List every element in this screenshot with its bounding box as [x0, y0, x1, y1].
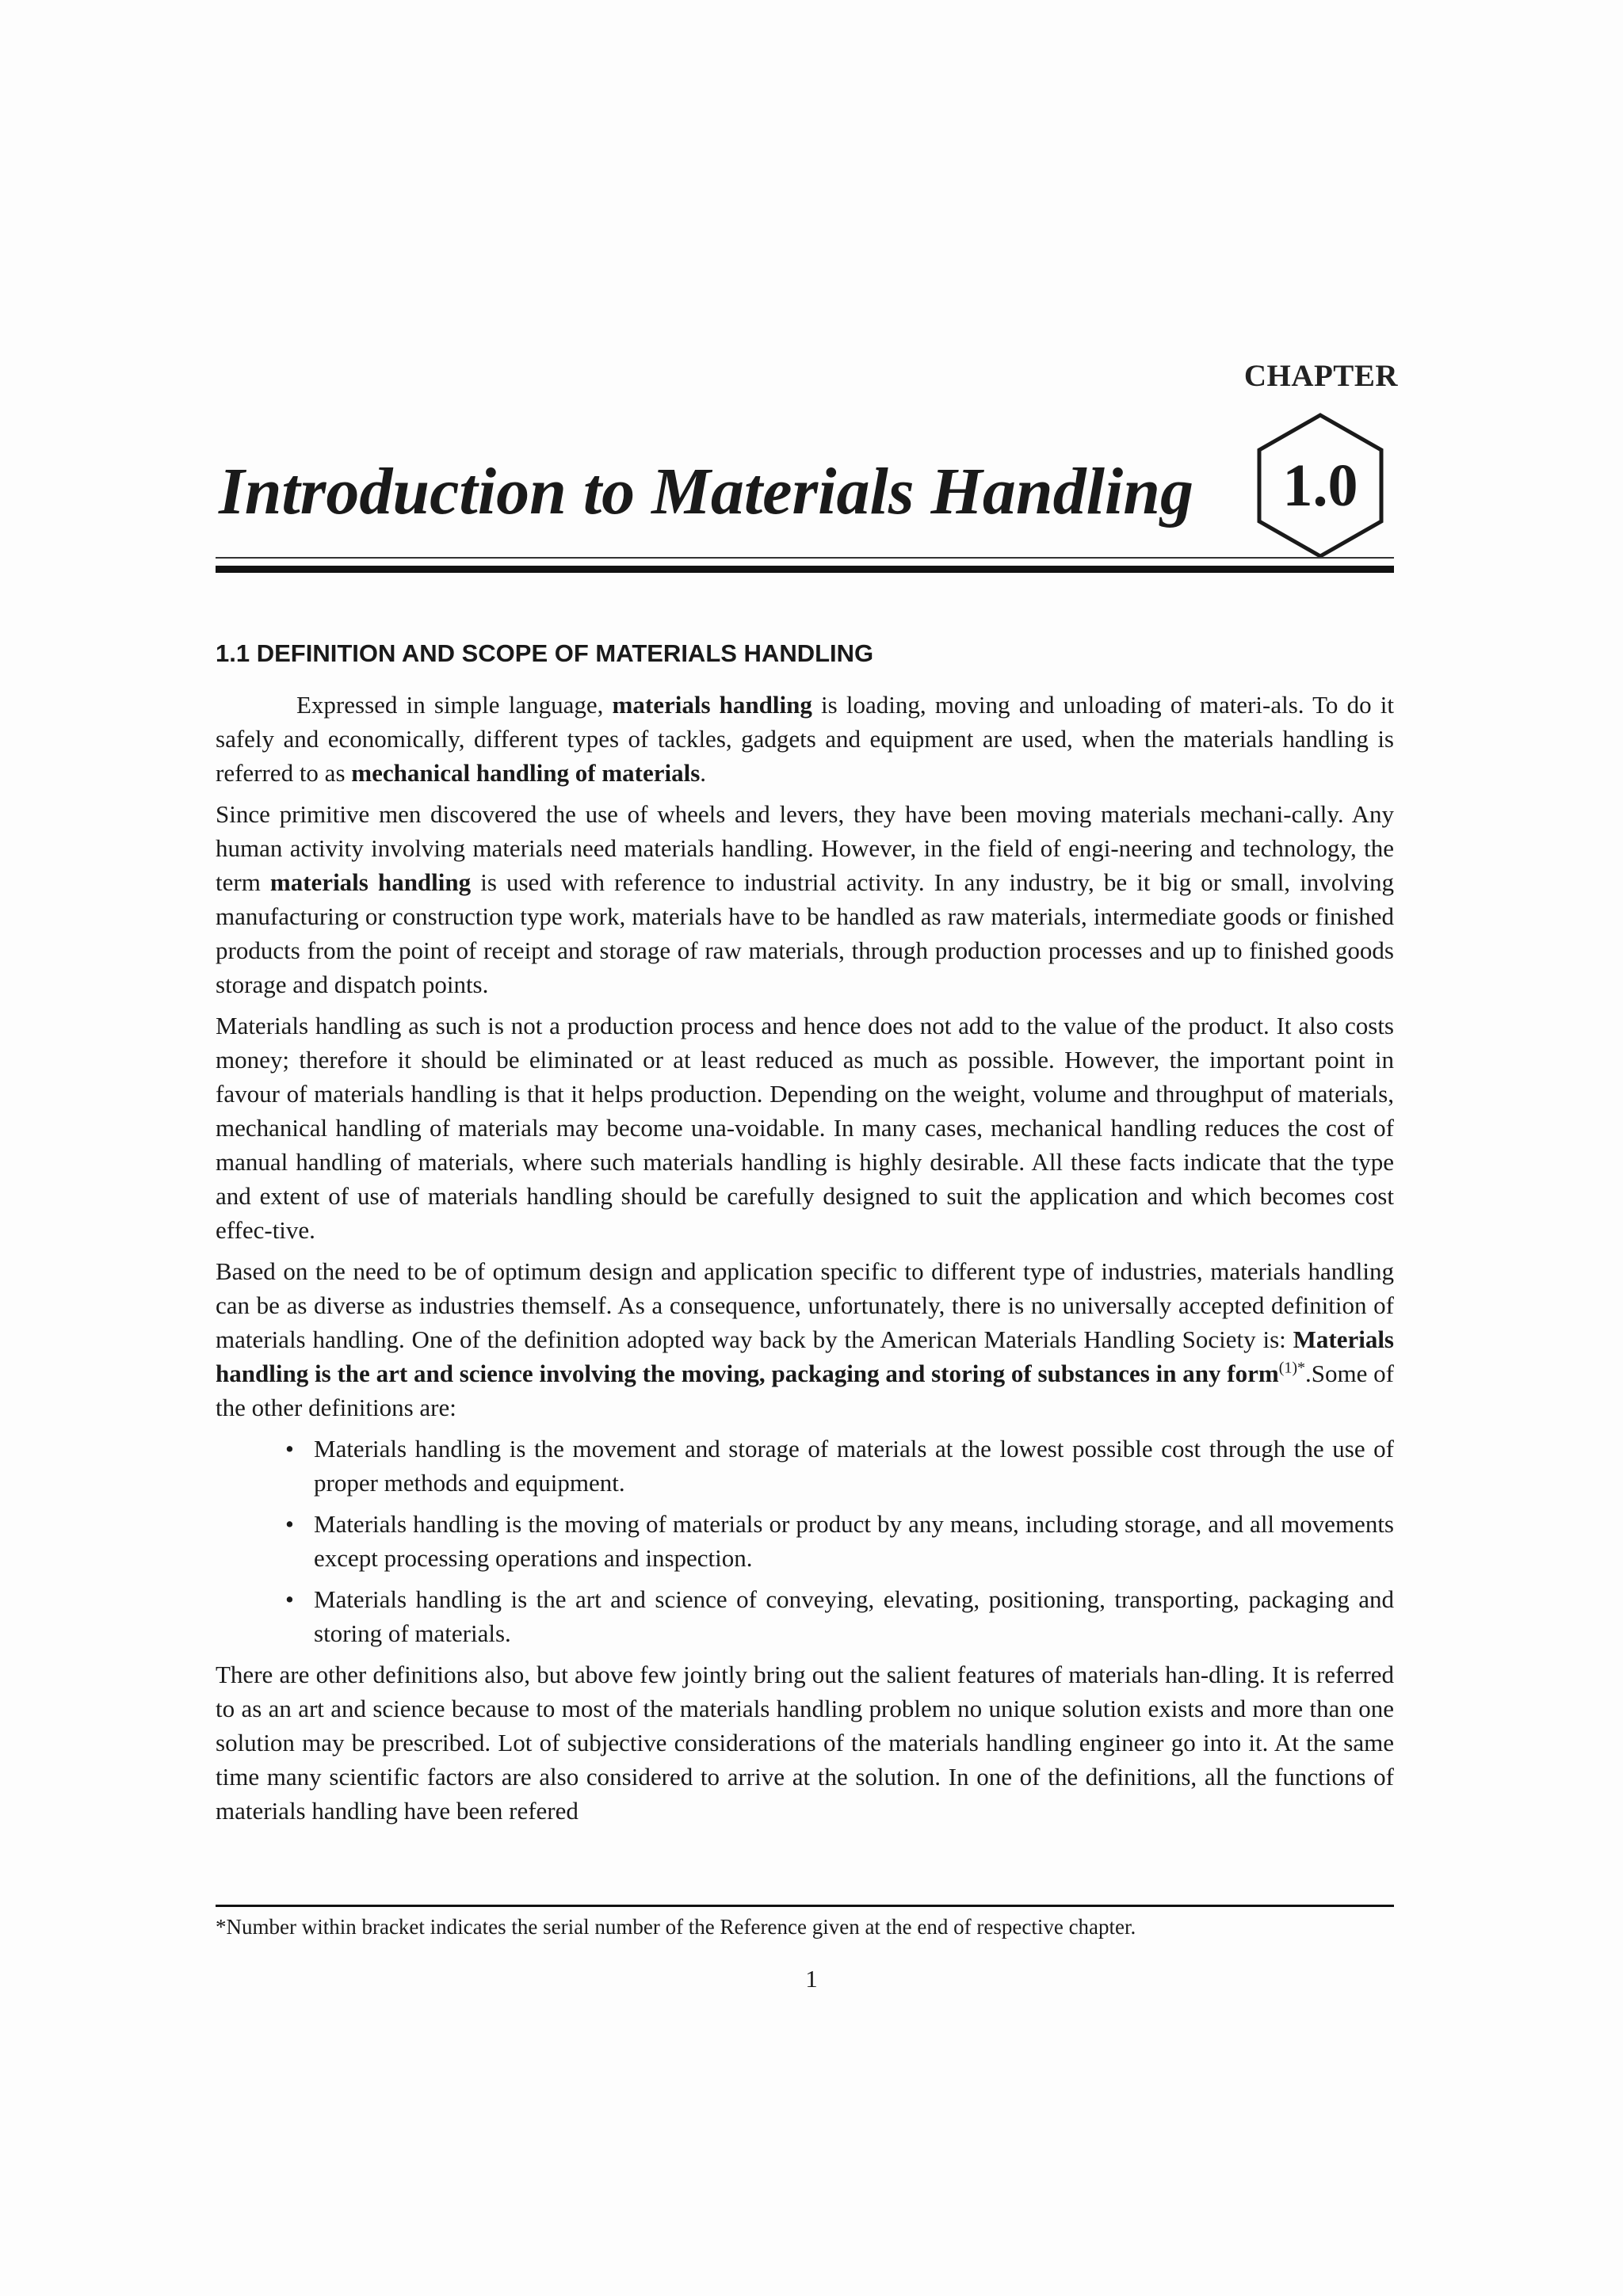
- term-mechanical-handling: mechanical handling of materials: [351, 759, 701, 787]
- term-materials-handling-2: materials handling: [269, 868, 472, 896]
- title-rule-thick: [216, 566, 1394, 573]
- chapter-label: CHAPTER: [1243, 359, 1398, 393]
- bullet-icon: •: [285, 1510, 294, 1538]
- paragraph-4-text-c: .Some of the other definitions are:: [216, 1360, 1394, 1421]
- title-rule-thin: [216, 557, 1394, 559]
- paragraph-1: [216, 688, 1394, 790]
- footnote-rule: [216, 1905, 1394, 1907]
- list-item-text: Materials handling is the art and science of conveying, elevating, positioning, transporting, packaging and storing of materials.: [314, 1585, 1394, 1647]
- paragraph-4-text-a: Based on the need to be of optimum design and application specific to different type of industries, materials handling can be as diverse as industries themself. As a consequence, unfortunately, there is no universally accepted definition of materials handling. One of the definition adopted way back by the American Materials Handling Society is:: [216, 1257, 1394, 1353]
- list-item: [285, 1582, 1394, 1650]
- paragraph-1-text-e: .: [700, 759, 707, 787]
- main-content: [216, 634, 1394, 1835]
- bullet-icon: •: [285, 1585, 294, 1613]
- reference-marker: (1)*: [1278, 1359, 1306, 1377]
- list-item: [285, 1507, 1394, 1575]
- paragraph-4: [216, 1254, 1394, 1425]
- chapter-number: 1.0: [1282, 452, 1358, 519]
- section-heading: 1.1 DEFINITION AND SCOPE OF MATERIALS HANDLING: [216, 639, 874, 667]
- bullet-icon: •: [285, 1435, 294, 1463]
- definitions-list: [216, 1432, 1394, 1650]
- list-item: [285, 1432, 1394, 1500]
- footnote: *Number within bracket indicates the serial number of the Reference given at the end of respective chapter.: [216, 1915, 1136, 1939]
- chapter-title: Introduction to Materials Handling: [219, 455, 1193, 528]
- paragraph-1-text-a: Expressed in simple language,: [296, 691, 613, 719]
- ams-definition: Materials handling is the art and science involving the moving, packaging and storing of substances in any form: [216, 1325, 1394, 1387]
- page-number: 1: [805, 1965, 818, 1993]
- paragraph-2-text-a: Since primitive men discovered the use of wheels and levers, they have been moving materials mechani-cally. Any human activity involving materials need materials handling. However, in the field of engi-neering and technology, the term: [216, 800, 1394, 896]
- paragraph-1-text-c: is loading, moving and unloading of materi-als. To do it safely and economically, different types of tackles, gadgets and equipment are used, when the materials handling is referred to as: [216, 691, 1394, 787]
- paragraph-5: There are other definitions also, but above few jointly bring out the salient features of materials han-dling. It is referred to as an art and science because to most of the materials handling problem no unique solution exists and more than one solution may be prescribed. Lot of subjective considerations of the materials handling engineer go into it. At the same time many scientific factors are also considered to arrive at the solution. In one of the definitions, all the functions of materials handling have been refered: [216, 1661, 1394, 1825]
- paragraph-2: [216, 797, 1394, 1001]
- list-item-text: Materials handling is the movement and storage of materials at the lowest possible cost through the use of proper methods and equipment.: [314, 1435, 1394, 1497]
- paragraph-3: Materials handling as such is not a production process and hence does not add to the value of the product. It also costs money; therefore it should be eliminated or at least reduced as much as possible. However, the important point in favour of materials handling is that it helps production. Depending on the weight, volume and throughput of materials, mechanical handling of materials may become una-voidable. In many cases, mechanical handling reduces the cost of manual handling of materials, where such materials handling is highly desirable. All these facts indicate that the type and extent of use of materials handling should be carefully designed to suit the application and which becomes cost effec-tive.: [216, 1012, 1394, 1244]
- chapter-number-badge: [1256, 412, 1384, 559]
- term-materials-handling: materials handling: [612, 691, 812, 719]
- paragraph-2-text-c: is used with reference to industrial activity. In any industry, be it big or small, involving manufacturing or construction type work, materials have to be handled as raw materials, intermediate goods or finished products from the point of receipt and storage of raw materials, through production processes and up to finished goods storage and dispatch points.: [216, 868, 1394, 998]
- list-item-text: Materials handling is the moving of materials or product by any means, including storage, and all movements except processing operations and inspection.: [314, 1510, 1394, 1572]
